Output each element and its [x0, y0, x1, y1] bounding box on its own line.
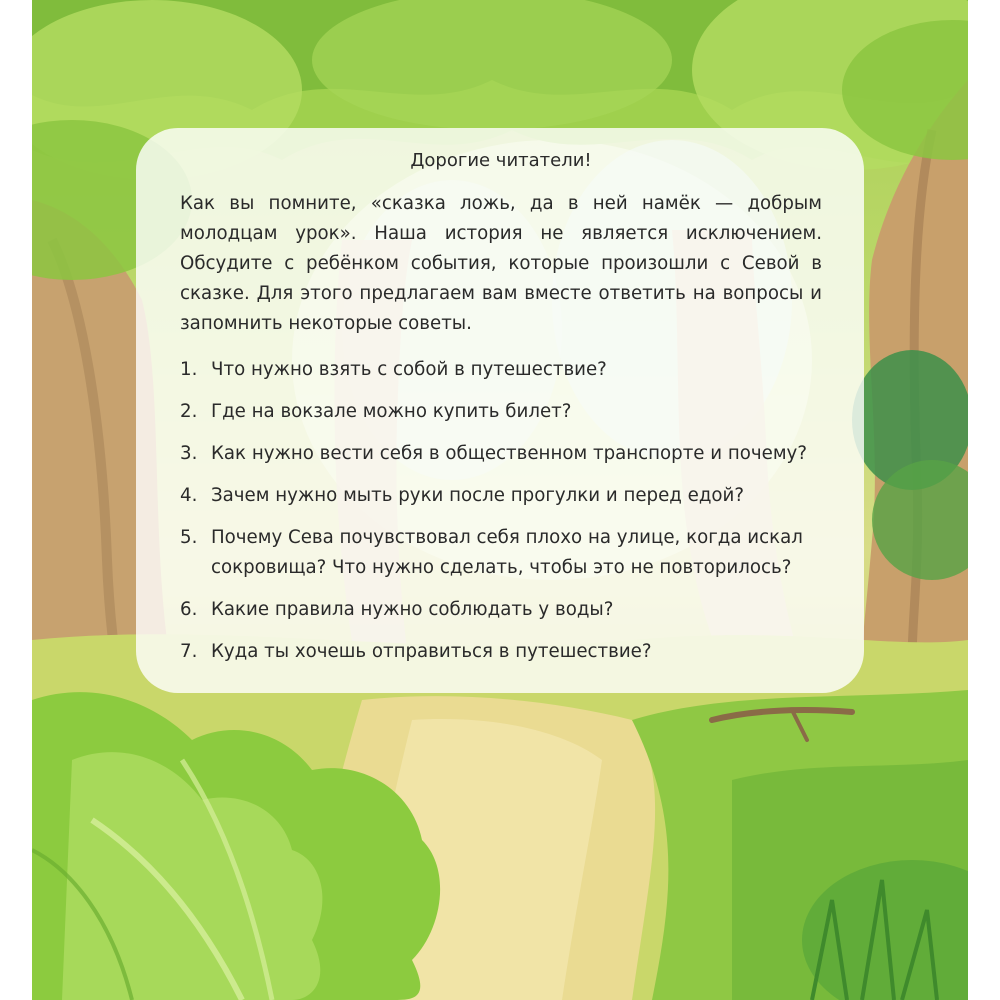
list-item	[180, 595, 822, 625]
list-item	[180, 637, 822, 667]
question-text: Какие правила нужно соблюдать у воды?	[211, 599, 614, 620]
question-number: 1.	[180, 359, 198, 380]
question-text: Что нужно взять с собой в путешествие?	[211, 359, 607, 380]
question-text: Зачем нужно мыть руки после прогулки и перед едой?	[211, 485, 744, 506]
list-item	[180, 439, 822, 469]
question-number: 2.	[180, 401, 198, 422]
list-item	[180, 355, 822, 385]
question-text: Как нужно вести себя в общественном транспорте и почему?	[211, 443, 807, 464]
intro-paragraph: Как вы помните, «сказка ложь, да в ней намёк — добрым молодцам урок». Наша история не является исключением. Обсудите с ребёнком события, которые произошли с Севой в сказке. Для этого предлагаем вам вместе ответить на вопросы и запомнить некоторые советы.	[180, 193, 822, 334]
greeting-heading: Дорогие читатели!	[410, 150, 592, 171]
question-text: Куда ты хочешь отправиться в путешествие?	[211, 641, 652, 662]
question-number: 3.	[180, 443, 198, 464]
list-item	[180, 523, 822, 583]
question-number: 7.	[180, 641, 198, 662]
list-item	[180, 481, 822, 511]
question-text: Почему Сева почувствовал себя плохо на улице, когда искал сокровища? Что нужно сделать, чтобы это не повторилось?	[211, 527, 803, 578]
question-number: 4.	[180, 485, 198, 506]
question-number: 5.	[180, 527, 198, 548]
list-item	[180, 397, 822, 427]
text-panel	[136, 128, 864, 693]
question-text: Где на вокзале можно купить билет?	[211, 401, 572, 422]
question-number: 6.	[180, 599, 198, 620]
questions-list	[180, 355, 822, 667]
